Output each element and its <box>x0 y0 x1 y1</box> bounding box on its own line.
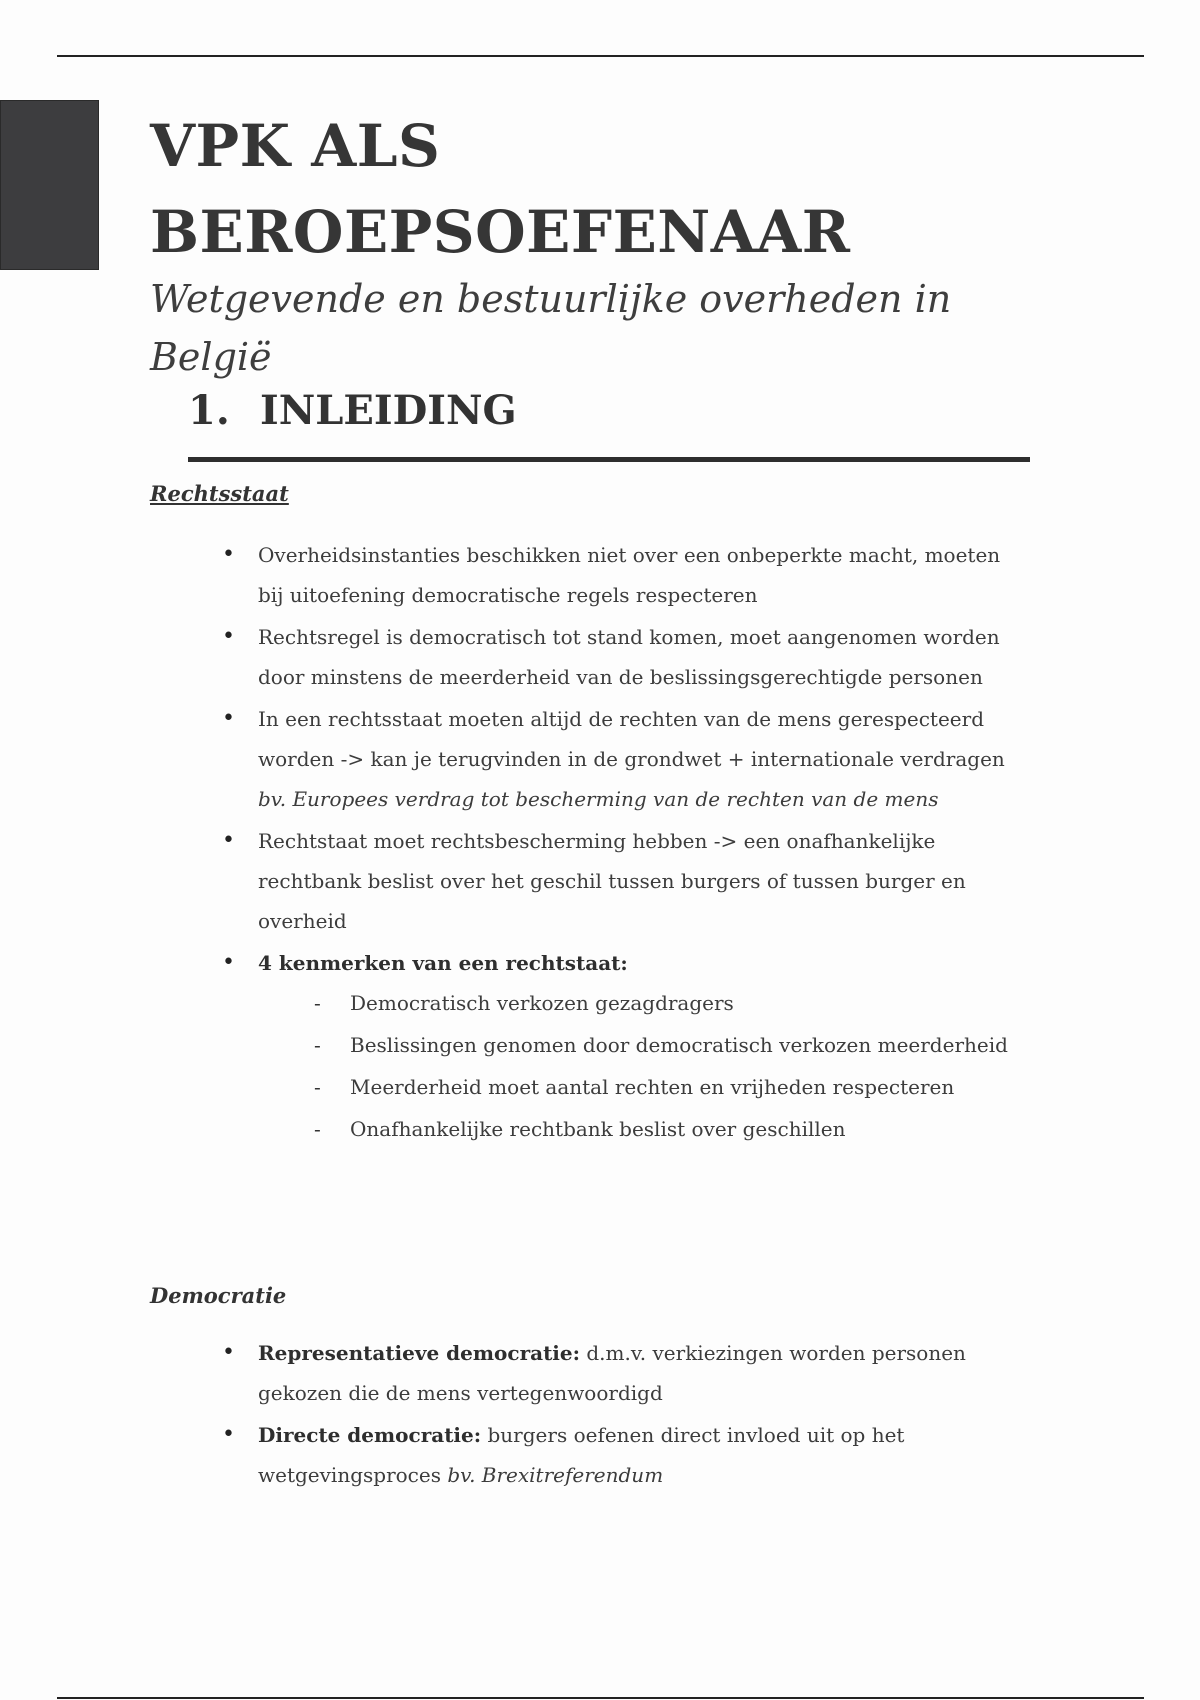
sublist-item-text: Democratisch verkozen gezagdragers <box>350 991 734 1015</box>
list-item <box>222 1333 1018 1413</box>
list-item <box>222 1415 1018 1495</box>
sublist-item <box>314 1109 1018 1149</box>
heading-number: 1. <box>188 387 230 434</box>
title-line-1: VPK ALS <box>150 112 441 180</box>
sublist-item <box>314 1067 1018 1107</box>
sublist-item <box>314 1025 1018 1065</box>
bullet-icon: • <box>222 706 235 731</box>
list-item-example: bv. Europees verdrag tot bescherming van de rechten van de mens <box>258 787 939 811</box>
list-item <box>222 943 1018 1149</box>
rechtsstaat-list <box>222 535 1018 1151</box>
sublist-item-text: Beslissingen genomen door democratisch verkozen meerderheid <box>350 1033 1008 1057</box>
section-heading-rechtsstaat: Rechtsstaat <box>150 481 289 506</box>
list-item <box>222 535 1018 615</box>
list-item-bold-text: Directe democratie: <box>258 1423 482 1447</box>
list-item-text: Rechtsregel is democratisch tot stand komen, moet aangenomen worden door minstens de meerderheid van de beslissingsgerechtigde personen <box>258 625 1000 689</box>
dash-icon: - <box>314 1033 321 1057</box>
sublist-item <box>314 983 1018 1023</box>
dash-icon: - <box>314 991 321 1015</box>
top-rule <box>57 55 1144 57</box>
sublist-item-text: Meerderheid moet aantal rechten en vrijheden respecteren <box>350 1075 955 1099</box>
heading-underline <box>188 457 1030 462</box>
bullet-icon: • <box>222 1340 235 1365</box>
title-line-2: BEROEPSOEFENAAR <box>150 198 851 266</box>
list-item <box>222 617 1018 697</box>
bullet-icon: • <box>222 950 235 975</box>
list-item-bold-text: Representatieve democratie: <box>258 1341 581 1365</box>
list-item <box>222 699 1018 819</box>
bullet-icon: • <box>222 1422 235 1447</box>
bottom-rule <box>57 1697 1144 1699</box>
heading-inleiding <box>188 385 517 437</box>
list-item-text: burgers oefenen direct invloed uit op het wetgevingsproces <box>258 1423 905 1487</box>
bullet-icon: • <box>222 542 235 567</box>
section-heading-democratie: Democratie <box>150 1283 287 1308</box>
list-item <box>222 821 1018 941</box>
dash-icon: - <box>314 1075 321 1099</box>
sublist-item-text: Onafhankelijke rechtbank beslist over geschillen <box>350 1117 846 1141</box>
heading-text: INLEIDING <box>260 387 517 434</box>
bullet-icon: • <box>222 624 235 649</box>
list-item-bold-text: 4 kenmerken van een rechtstaat: <box>258 951 628 975</box>
list-item-text: Rechtstaat moet rechtsbescherming hebben -> een onafhankelijke rechtbank beslist over het geschil tussen burgers of tussen burger en overheid <box>258 829 966 933</box>
kenmerken-sublist <box>258 983 1018 1149</box>
democratie-list <box>222 1333 1018 1497</box>
list-item-text: d.m.v. verkiezingen worden personen gekozen die de mens vertegenwoordigd <box>258 1341 966 1405</box>
dash-icon: - <box>314 1117 321 1141</box>
list-item-text: Overheidsinstanties beschikken niet over een onbeperkte macht, moeten bij uitoefening democratische regels respecteren <box>258 543 1001 607</box>
side-decoration-block <box>0 100 99 270</box>
bullet-icon: • <box>222 828 235 853</box>
list-item-text: In een rechtsstaat moeten altijd de rechten van de mens gerespecteerd worden -> kan je terugvinden in de grondwet + internationale verdragen <box>258 707 1005 771</box>
document-subtitle: Wetgevende en bestuurlijke overheden in België <box>150 277 952 379</box>
document-title <box>150 103 851 275</box>
list-item-example: bv. Brexitreferendum <box>447 1463 664 1487</box>
